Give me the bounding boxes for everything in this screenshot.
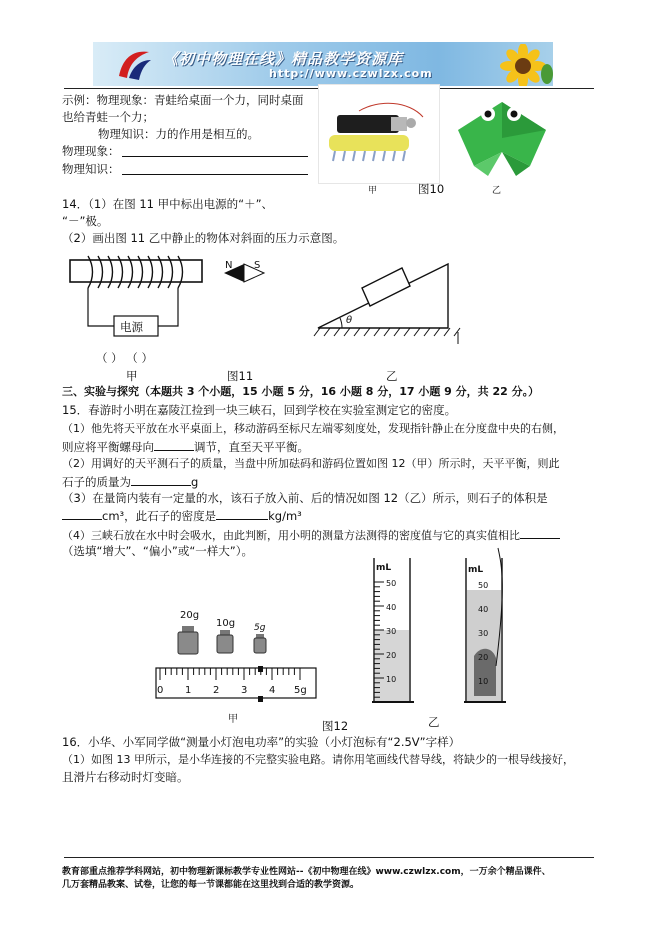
q15-line1: 15．春游时小明在嘉陵江捡到一块三峡石，回到学校在实验室测定它的密度。: [62, 403, 457, 417]
q16-line3: 且滑片右移动时灯变暗。: [62, 770, 189, 784]
cyl2-scale-20: 20: [478, 653, 489, 662]
ruler-tick-5: 5g: [294, 685, 307, 696]
q13-knowledge-label: 物理知识：: [62, 162, 120, 176]
q14-line3: （2）画出图 11 乙中静止的物体对斜面的压力示意图。: [62, 231, 345, 245]
weight-10g-label: 10g: [216, 618, 236, 629]
cyl1-scale-10: 10: [386, 675, 397, 684]
footer-line1: 教育部重点推荐学科网站，初中物理新课标教学专业性网站--《初中物理在线》www.czwlzx.com，一万余个精品课件、: [62, 867, 551, 877]
figure11-incline: [312, 256, 472, 348]
cyl2-scale-40: 40: [478, 605, 489, 614]
weights-icon: [174, 624, 274, 656]
figure10-caption: 图10: [418, 182, 445, 196]
cyl1-scale-30: 30: [386, 627, 397, 636]
q15-line4: （2）用调好的天平测石子的质量，当盘中所加砝码和游码位置如图 12（甲）所示时，天平平衡，则此: [62, 457, 560, 470]
q15-line5: [62, 473, 198, 490]
q15-direction-blank[interactable]: [154, 438, 194, 451]
weight-20g-label: 20g: [180, 610, 200, 621]
footer-rule: [64, 857, 594, 858]
q15-line3-prefix: 则应将平衡螺母向: [62, 440, 154, 454]
q16-line2: （1）如图 13 甲所示，是小华连接的不完整实验电路。请你用笔画线代替导线，将缺少的一根导线接好，: [62, 753, 574, 766]
cyl2-scale-10: 10: [478, 677, 489, 686]
q13-example-line1: 示例：物理现象：青蛙给桌面一个力，同时桌面: [62, 93, 304, 107]
q15-line9: （选填“增大”、“偏小”或“一样大”）。: [62, 544, 253, 558]
ruler-tick-1: 1: [185, 685, 192, 696]
q15-mass-blank[interactable]: [131, 473, 191, 486]
cylinder-before-unit: mL: [376, 563, 392, 573]
leaf-icon: [539, 56, 553, 86]
figure10-label-right: 乙: [492, 186, 502, 196]
q13-knowledge-answer-line[interactable]: [122, 174, 308, 175]
block-on-incline: [362, 268, 410, 306]
site-logo-icon: [115, 46, 153, 82]
q15-line8: [62, 526, 560, 544]
q14-line2: “－”极。: [62, 214, 109, 228]
weight-5g-label: 5g: [254, 623, 266, 633]
banner-title: 《初中物理在线》精品教学资源库: [163, 50, 404, 68]
banner-url: http://www.czwlzx.com: [269, 67, 433, 80]
figure10-label-left: 甲: [368, 186, 378, 196]
q15-line3-suffix: 调节，直至天平平衡。: [194, 440, 309, 454]
ruler-tick-0: 0: [157, 685, 164, 696]
magnet-s-label: S: [254, 260, 261, 271]
q15-line7: [62, 507, 302, 524]
cyl1-scale-20: 20: [386, 651, 397, 660]
q15-line7-unit: kg/m³: [268, 509, 302, 523]
q13-phenomenon-label: 物理现象：: [62, 144, 120, 158]
cyl1-scale-50: 50: [386, 579, 397, 588]
q16-line1: 16．小华、小军同学做“测量小灯泡电功率”的实验（小灯泡标有“2.5V”字样）: [62, 735, 461, 749]
q15-line3: [62, 438, 309, 455]
cyl1-scale-40: 40: [386, 603, 397, 612]
figure12-label-left: 甲: [228, 714, 238, 725]
power-source-label: 电源: [120, 320, 143, 334]
figure11-label-right: 乙: [386, 369, 398, 383]
origami-frog-icon: [452, 92, 552, 178]
header-banner: [93, 42, 553, 86]
ruler-tick-2: 2: [213, 685, 220, 696]
q13-phenomenon-answer-line[interactable]: [122, 156, 308, 157]
figure11-caption: 图11: [227, 369, 254, 383]
q15-line2: （1）他先将天平放在水平桌面上，移动游码至标尺左端零刻度处，发现指针静止在分度盘中央的右侧，: [62, 422, 564, 435]
brush-motor-icon: [319, 85, 439, 183]
q15-line6: （3）在量筒内装有一定量的水，该石子放入前、后的情况如图 12（乙）所示，则石子的体积是: [62, 491, 548, 505]
incline-angle-theta: θ: [346, 315, 353, 326]
figure10-paper-frog: [452, 92, 552, 178]
magnet-n-label: N: [225, 260, 233, 271]
q15-compare-blank[interactable]: [520, 526, 560, 539]
figure11-label-left: 甲: [126, 369, 138, 383]
q15-density-blank[interactable]: [216, 507, 268, 520]
ruler-tick-4: 4: [269, 685, 276, 696]
ruler-tick-3: 3: [241, 685, 248, 696]
cylinder-after-unit: mL: [468, 565, 484, 575]
q15-line5-unit: g: [191, 475, 199, 489]
q15-volume-blank[interactable]: [62, 507, 102, 520]
rider-marker: [258, 666, 263, 672]
q14-line1: 14．（1）在图 11 甲中标出电源的“＋”、: [62, 197, 274, 211]
figure10-brush-photo: [318, 84, 440, 184]
figure12-caption: 图12: [322, 719, 349, 733]
footer-line2: 几万套精品教案、试卷，让您的每一节课都能在这里找到合适的教学资源。: [62, 880, 360, 890]
q14-pole-blanks[interactable]: （ ） （ ）: [96, 351, 153, 365]
q15-line7-mid: cm³，此石子的密度是: [102, 509, 217, 523]
rider-marker-bottom: [258, 696, 263, 702]
section3-heading: 三、实验与探究（本题共 3 个小题，15 小题 5 分，16 小题 8 分，17 小题 9 分，共 22 分。）: [62, 385, 540, 398]
q15-line8-text: （4）三峡石放在水中时会吸水，由此判断，用小明的测量方法测得的密度值与它的真实值相比: [62, 529, 520, 542]
cylinder-before: [370, 554, 430, 714]
q15-line5-prefix: 石子的质量为: [62, 475, 131, 489]
cyl2-scale-30: 30: [478, 629, 489, 638]
cyl2-scale-50: 50: [478, 581, 489, 590]
figure12-label-right: 乙: [428, 715, 440, 729]
q13-example-line3: 物理知识：力的作用是相互的。: [98, 127, 259, 141]
q13-example-line2: 也给青蛙一个力；: [62, 110, 154, 124]
